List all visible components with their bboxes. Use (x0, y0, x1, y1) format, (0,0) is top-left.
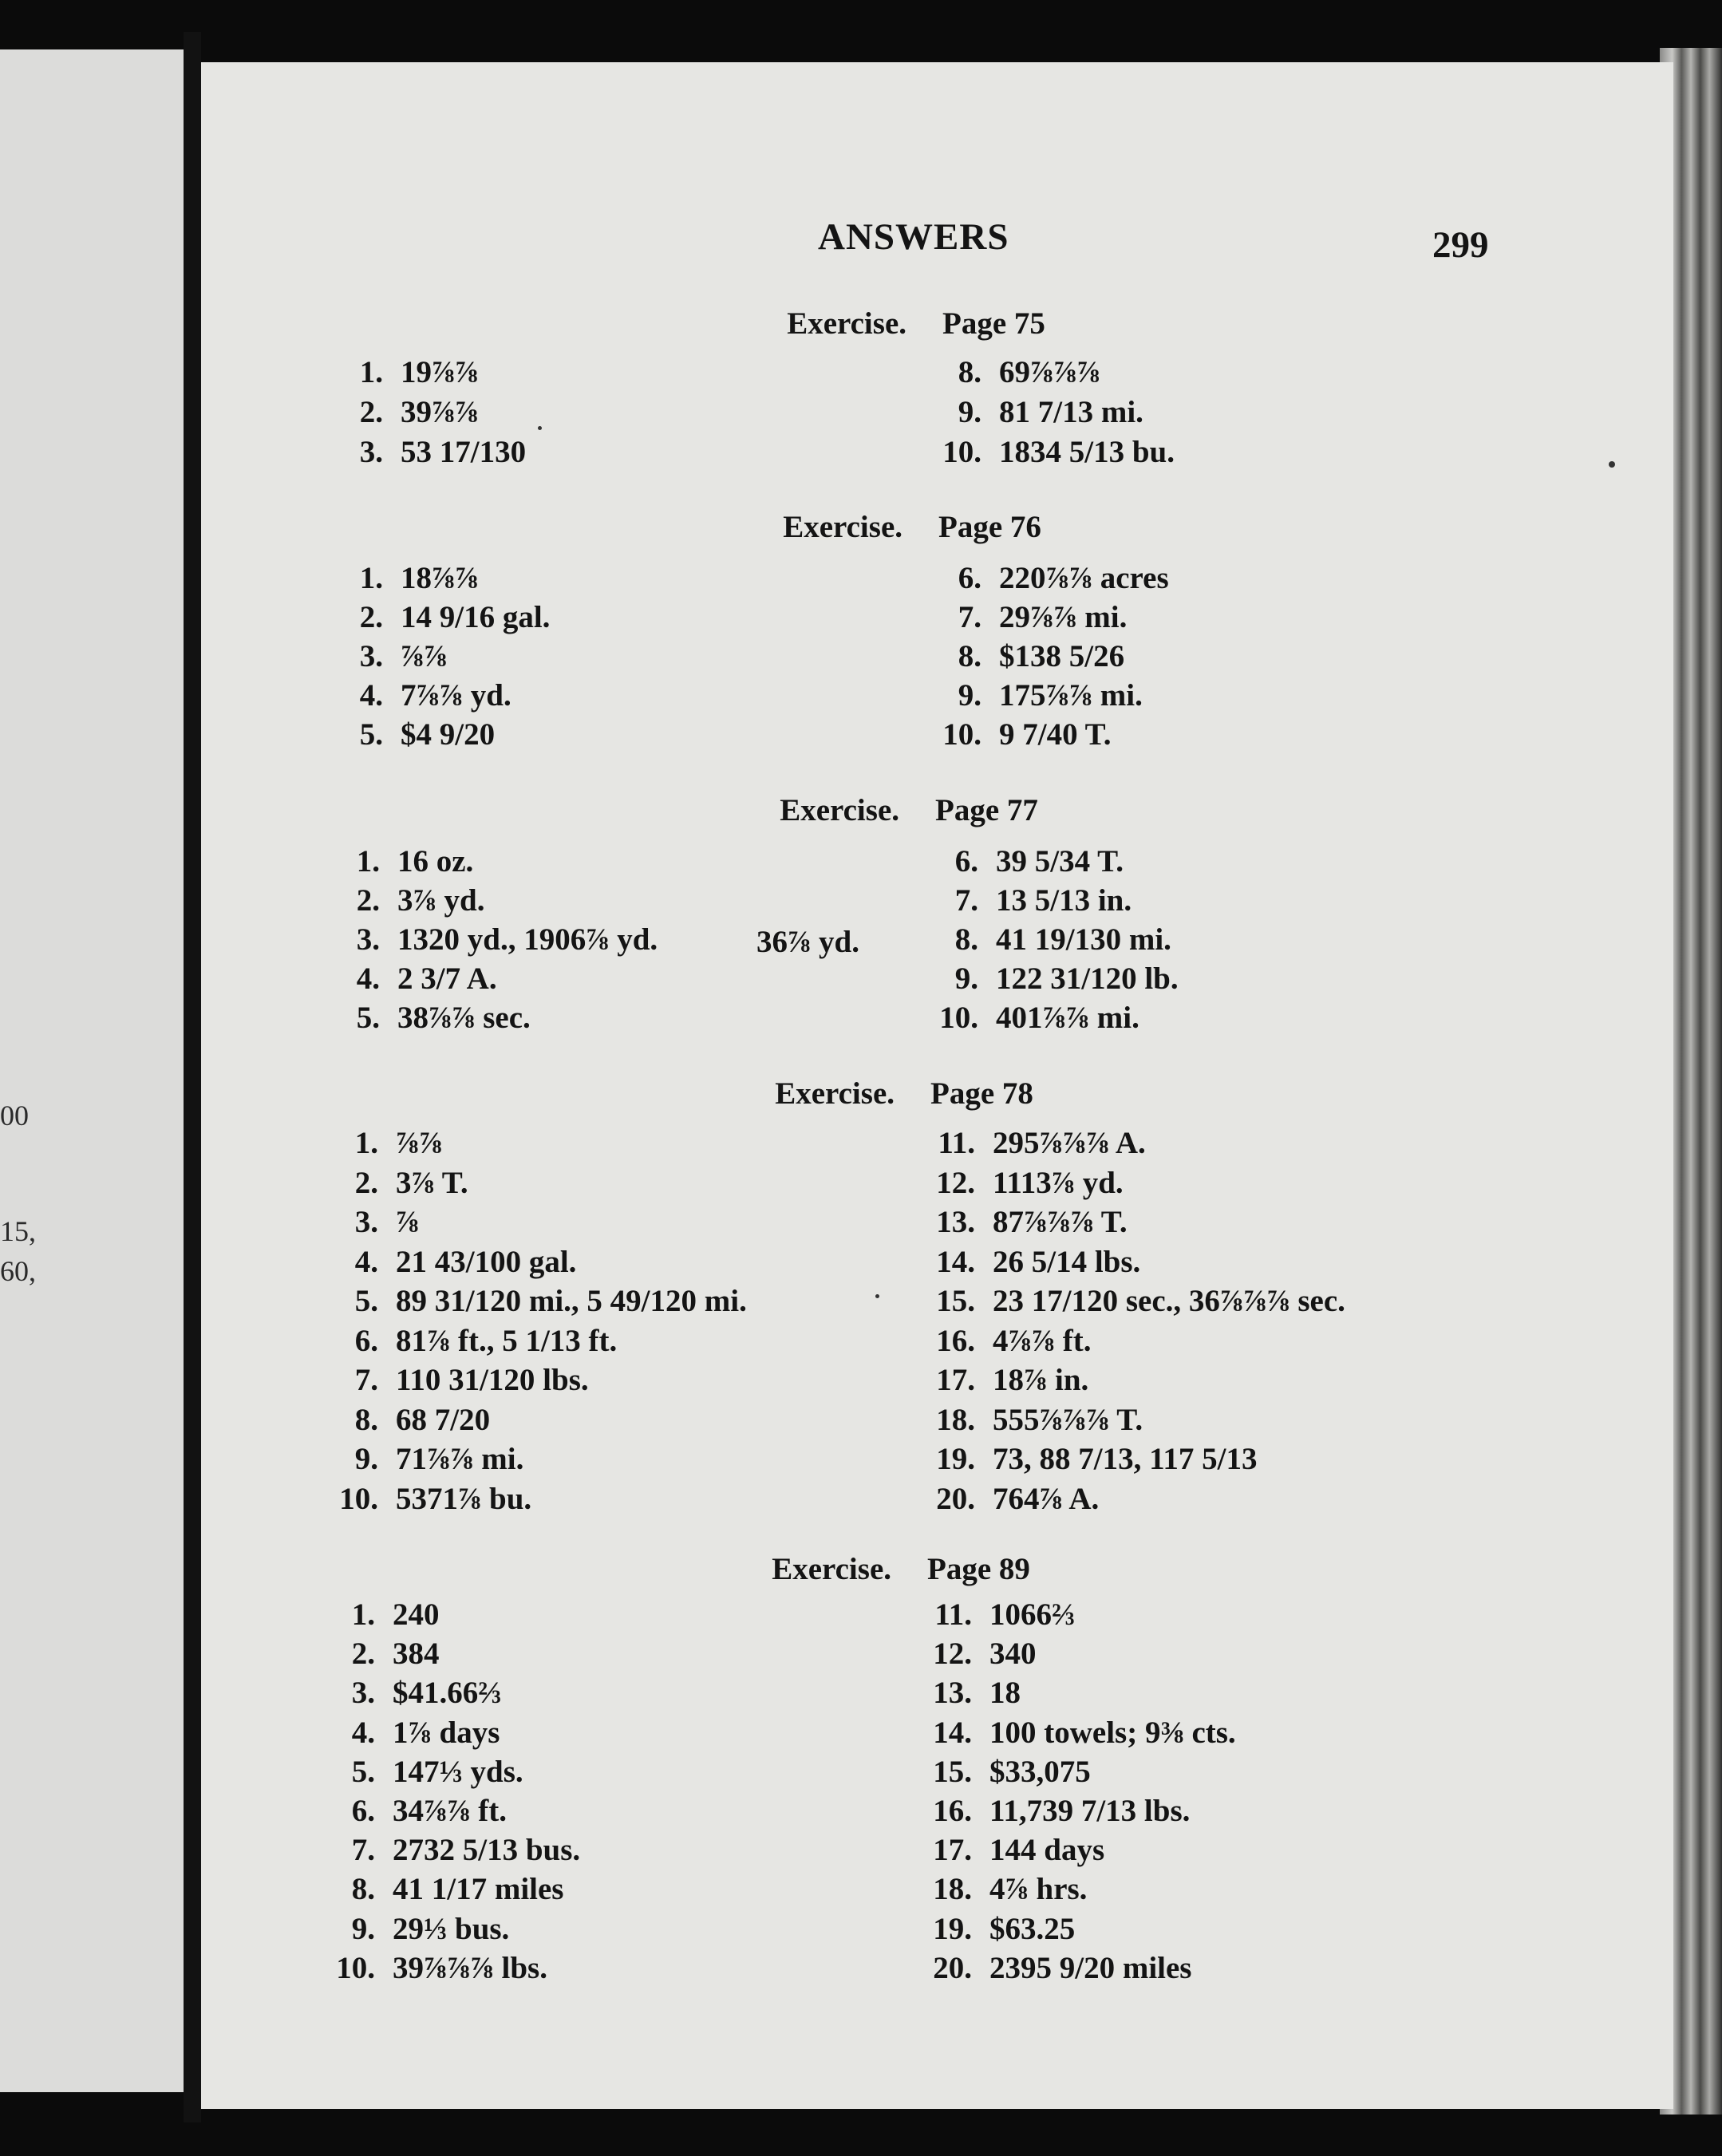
answer-number: 3. (351, 1676, 375, 1711)
answer-value: 3⅞ T. (396, 1165, 468, 1200)
answer-number: 7. (954, 883, 978, 918)
answer-value: 71⅞⅞ mi. (396, 1442, 524, 1476)
answer-number: 8. (958, 639, 981, 673)
answer-number: 8. (954, 922, 978, 957)
answer-number: 11. (934, 1597, 972, 1632)
answer-value: 1834 5/13 bu. (999, 435, 1175, 469)
answer-number: 7. (351, 1833, 375, 1868)
answer-value: 39⅞⅞ (401, 395, 479, 429)
answer-number: 5. (351, 1754, 375, 1789)
answer-value: 4⅞⅞ ft. (993, 1323, 1092, 1358)
answer-value: 555⅞⅞⅞ T. (993, 1402, 1143, 1437)
answer-number: 13. (936, 1205, 975, 1239)
answer-value: 16 oz. (397, 844, 474, 879)
exercise-label: Exercise. (775, 1076, 895, 1111)
answer-value: $41.66⅔ (393, 1676, 502, 1711)
book-spine (184, 32, 201, 2122)
answer-number: 1. (356, 844, 380, 879)
answer-value: ⅞ (396, 1205, 420, 1239)
answer-value: 295⅞⅞⅞ A. (993, 1126, 1146, 1160)
answer-value: 39 5/34 T. (996, 844, 1124, 879)
answer-number: 5. (359, 717, 383, 752)
answer-value: 14 9/16 gal. (401, 600, 551, 634)
answer-value: 1⅞ days (393, 1715, 500, 1750)
answer-number: 20. (936, 1481, 975, 1516)
answer-value: 21 43/100 gal. (396, 1244, 577, 1279)
answer-value: $4 9/20 (401, 717, 496, 752)
answer-number: 8. (351, 1872, 375, 1907)
page-reference: Page 77 (935, 793, 1038, 827)
answer-number: 3. (356, 922, 380, 957)
answer-number: 1. (351, 1597, 375, 1632)
answer-value: 147⅓ yds. (393, 1754, 523, 1789)
answer-value: 73, 88 7/13, 117 5/13 (993, 1442, 1258, 1476)
answer-number: 10. (336, 1950, 375, 1985)
page-reference: Page 89 (927, 1552, 1030, 1586)
answer-value: 401⅞⅞ mi. (996, 1001, 1139, 1035)
answer-number: 12. (933, 1637, 972, 1672)
answer-number: 10. (939, 1001, 978, 1035)
answer-number: 6. (954, 844, 978, 879)
answer-value: 39⅞⅞⅞ lbs. (393, 1950, 547, 1985)
facing-page-fragment: 00 (0, 1100, 29, 1131)
answer-number: 17. (936, 1363, 975, 1397)
ink-speck (538, 426, 542, 430)
answer-value: 89 31/120 mi., 5 49/120 mi. (396, 1284, 747, 1318)
answer-value: 7⅞⅞ yd. (401, 678, 511, 713)
answer-number: 16. (933, 1794, 972, 1828)
answer-value: 1113⅞ yd. (993, 1165, 1124, 1200)
running-head: ANSWERS (818, 216, 1009, 258)
answer-value: 26 5/14 lbs. (993, 1244, 1141, 1279)
facing-page (0, 49, 184, 2092)
answer-value: 175⅞⅞ mi. (999, 678, 1143, 713)
answer-number: 18. (936, 1402, 975, 1437)
answer-number: 1. (354, 1126, 378, 1160)
answer-value: 5371⅞ bu. (396, 1481, 532, 1516)
answer-value: 18 (989, 1676, 1021, 1711)
answer-value: 4⅞ hrs. (989, 1872, 1088, 1907)
answer-value: 144 days (989, 1833, 1105, 1868)
answer-number: 17. (933, 1833, 972, 1868)
answer-value: 53 17/130 (401, 435, 527, 469)
answer-number: 14. (933, 1715, 972, 1750)
overlapping-text: 36⅞ yd. (756, 925, 859, 959)
answer-value: 240 (393, 1597, 440, 1632)
answer-number: 4. (356, 962, 380, 996)
answer-value: 340 (989, 1637, 1037, 1672)
answer-number: 9. (958, 678, 981, 713)
answer-value: 29⅓ bus. (393, 1911, 510, 1946)
answer-value: 2395 9/20 miles (989, 1950, 1192, 1985)
answer-value: 18⅞ in. (993, 1363, 1089, 1397)
exercise-label: Exercise. (772, 1552, 891, 1586)
answer-value: 110 31/120 lbs. (396, 1363, 589, 1397)
answer-number: 12. (936, 1165, 975, 1200)
exercise-label: Exercise. (780, 793, 899, 827)
answer-number: 1. (359, 561, 383, 595)
page-reference: Page 76 (938, 510, 1041, 544)
answer-value: 122 31/120 lb. (996, 962, 1179, 996)
answer-value: 384 (393, 1637, 440, 1672)
ink-speck (1609, 461, 1615, 468)
answer-number: 5. (356, 1001, 380, 1035)
answer-number: 15. (933, 1754, 972, 1789)
page-reference: Page 75 (942, 306, 1045, 341)
answer-number: 10. (942, 435, 981, 469)
answer-number: 6. (958, 561, 981, 595)
answer-number: 9. (354, 1442, 378, 1476)
answer-value: 87⅞⅞⅞ T. (993, 1205, 1128, 1239)
answer-number: 3. (359, 639, 383, 673)
answer-value: 81 7/13 mi. (999, 395, 1143, 429)
answer-value: $33,075 (989, 1754, 1091, 1789)
answer-value: 13 5/13 in. (996, 883, 1132, 918)
page-reference: Page 78 (930, 1076, 1033, 1111)
answer-number: 20. (933, 1950, 972, 1985)
answer-number: 7. (958, 600, 981, 634)
answer-number: 11. (938, 1126, 975, 1160)
answer-number: 6. (354, 1323, 378, 1358)
answer-value: 41 19/130 mi. (996, 922, 1171, 957)
answer-number: 19. (933, 1911, 972, 1946)
answer-value: 220⅞⅞ acres (999, 561, 1169, 595)
answer-number: 10. (942, 717, 981, 752)
answer-number: 14. (936, 1244, 975, 1279)
answer-number: 1. (359, 355, 383, 389)
answer-value: $63.25 (989, 1911, 1076, 1946)
answer-value: 3⅞ yd. (397, 883, 485, 918)
answer-value: 68 7/20 (396, 1402, 491, 1437)
answer-value: 69⅞⅞⅞ (999, 355, 1100, 389)
answer-value: 38⅞⅞ sec. (397, 1001, 531, 1035)
answer-value: 11,739 7/13 lbs. (989, 1794, 1191, 1828)
page-number: 299 (1432, 224, 1489, 266)
answer-value: 41 1/17 miles (393, 1872, 564, 1907)
answer-number: 2. (359, 395, 383, 429)
answer-number: 2. (351, 1637, 375, 1672)
answer-number: 15. (936, 1284, 975, 1318)
answer-value: ⅞⅞ (401, 639, 448, 673)
answer-number: 9. (958, 395, 981, 429)
answer-number: 2. (356, 883, 380, 918)
answer-number: 2. (354, 1165, 378, 1200)
answer-value: 764⅞ A. (993, 1481, 1100, 1516)
exercise-label: Exercise. (783, 510, 902, 544)
answer-number: 8. (958, 355, 981, 389)
answer-value: $138 5/26 (999, 639, 1125, 673)
answer-value: 18⅞⅞ (401, 561, 479, 595)
answer-number: 19. (936, 1442, 975, 1476)
answer-number: 6. (351, 1794, 375, 1828)
answer-number: 5. (354, 1284, 378, 1318)
answer-value: 81⅞ ft., 5 1/13 ft. (396, 1323, 618, 1358)
answer-number: 18. (933, 1872, 972, 1907)
answer-value: 1066⅔ (989, 1597, 1076, 1632)
answer-value: 23 17/120 sec., 36⅞⅞⅞ sec. (993, 1284, 1345, 1318)
facing-page-fragment: 15, (0, 1215, 36, 1247)
answer-number: 10. (339, 1481, 378, 1516)
answer-number: 13. (933, 1676, 972, 1711)
answer-value: 2 3/7 A. (397, 962, 497, 996)
answer-value: 2732 5/13 bus. (393, 1833, 581, 1868)
answer-number: 2. (359, 600, 383, 634)
answer-number: 8. (354, 1402, 378, 1437)
answer-value: 29⅞⅞ mi. (999, 600, 1128, 634)
answer-number: 3. (359, 435, 383, 469)
answer-value: 19⅞⅞ (401, 355, 479, 389)
answer-number: 3. (354, 1205, 378, 1239)
exercise-label: Exercise. (787, 306, 906, 341)
answer-number: 7. (354, 1363, 378, 1397)
answer-value: ⅞⅞ (396, 1126, 443, 1160)
answer-value: 34⅞⅞ ft. (393, 1794, 507, 1828)
answer-number: 9. (351, 1911, 375, 1946)
answer-value: 100 towels; 9⅜ cts. (989, 1715, 1236, 1750)
answer-number: 4. (359, 678, 383, 713)
facing-page-fragment: 60, (0, 1255, 36, 1287)
answer-number: 4. (354, 1244, 378, 1279)
answer-value: 9 7/40 T. (999, 717, 1112, 752)
answer-value: 1320 yd., 1906⅞ yd. (397, 922, 658, 957)
answer-number: 16. (936, 1323, 975, 1358)
answer-number: 4. (351, 1715, 375, 1750)
answer-number: 9. (954, 962, 978, 996)
ink-speck (875, 1294, 879, 1298)
